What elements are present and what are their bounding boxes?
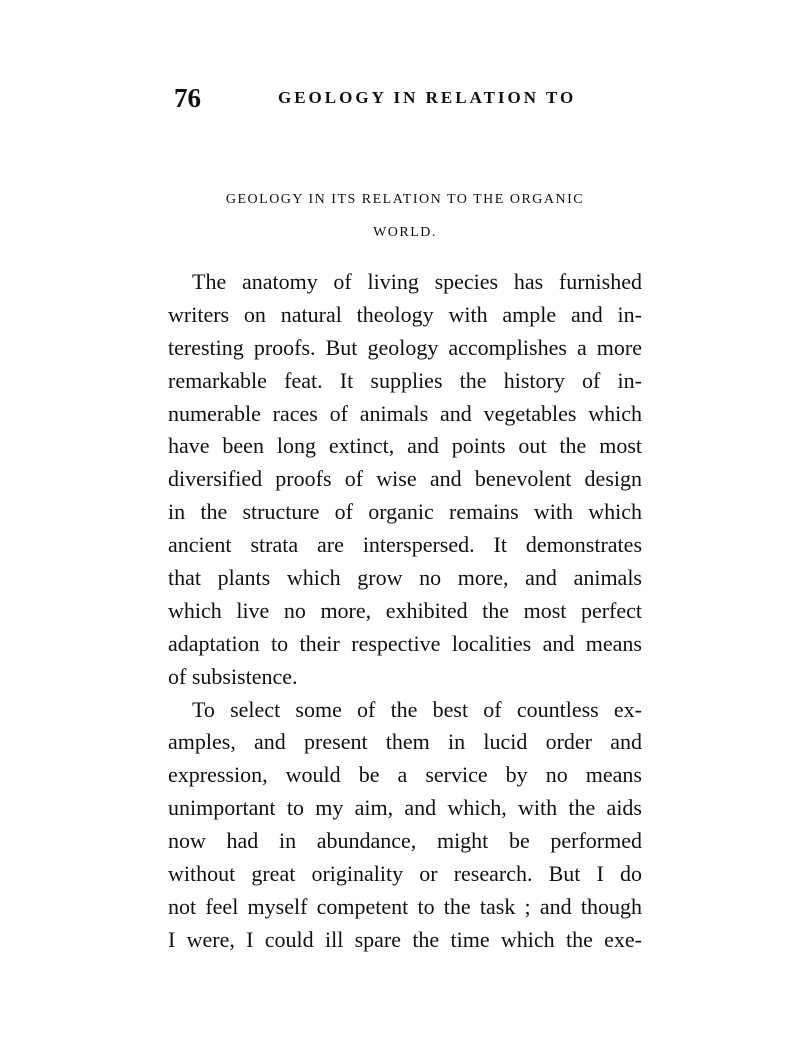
running-title: GEOLOGY IN RELATION TO [278, 88, 577, 107]
text-line: numerable races of animals and vegetables which [168, 400, 642, 426]
text-line: unimportant to my aim, and which, with the aids [168, 795, 642, 821]
text-line: in the structure of organic remains with which [168, 499, 642, 525]
text-line: teresting proofs. But geology accomplishes a more [168, 334, 642, 360]
paragraph-1 [168, 266, 642, 694]
running-head [174, 80, 644, 116]
text-line: that plants which grow no more, and animals [168, 565, 642, 591]
text-line: amples, and present them in lucid order and [168, 729, 642, 755]
section-heading-line-1: GEOLOGY IN ITS RELATION TO THE ORGANIC [225, 192, 585, 207]
text-line: not feel myself competent to the task ; and though [168, 893, 642, 919]
paragraph-2 [168, 694, 642, 957]
text-line: without great originality or research. But I do [168, 861, 642, 887]
text-line: diversified proofs of wise and benevolent design [168, 466, 642, 492]
text-line: ancient strata are interspersed. It demonstrates [168, 532, 642, 558]
text-line: now had in abundance, might be performed [168, 828, 642, 854]
text-line: remarkable feat. It supplies the history of in- [168, 367, 642, 393]
text-line: adaptation to their respective localities and means [168, 630, 642, 656]
text-line: have been long extinct, and points out the most [168, 433, 642, 459]
body-text [168, 266, 642, 957]
page-number: 76 [174, 83, 201, 113]
text-line: which live no more, exhibited the most perfect [168, 597, 642, 623]
text-line: expression, would be a service by no means [168, 762, 642, 788]
section-heading [168, 183, 642, 249]
section-heading-line-2: WORLD. [373, 224, 437, 240]
text-line: of subsistence. [168, 663, 298, 689]
text-line: I were, I could ill spare the time which the exe- [168, 926, 642, 952]
text-line: To select some of the best of countless ex- [192, 696, 642, 722]
text-line: writers on natural theology with ample and in- [168, 301, 642, 327]
text-line: The anatomy of living species has furnished [192, 269, 642, 294]
